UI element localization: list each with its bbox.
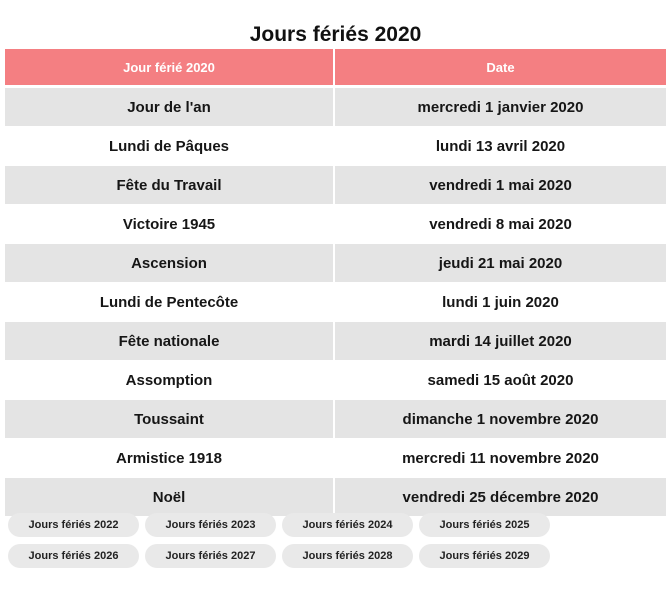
holiday-date-cell: mercredi 1 janvier 2020: [333, 88, 666, 126]
year-link-2023[interactable]: Jours fériés 2023: [145, 513, 276, 537]
holiday-name-cell: Fête du Travail: [116, 176, 222, 194]
year-link-2024[interactable]: Jours fériés 2024: [282, 513, 413, 537]
holiday-name-cell: Toussaint: [134, 410, 204, 428]
holiday-date-cell: dimanche 1 novembre 2020: [333, 400, 666, 438]
holiday-date-cell: mardi 14 juillet 2020: [333, 322, 666, 360]
year-links-row: [8, 513, 568, 537]
year-link-2027[interactable]: Jours fériés 2027: [145, 544, 276, 568]
table-row: [5, 205, 666, 244]
holiday-date-cell: lundi 13 avril 2020: [333, 127, 666, 165]
year-link-2029[interactable]: Jours fériés 2029: [419, 544, 550, 568]
table-row: [5, 439, 666, 478]
table-row: [5, 361, 666, 400]
column-header-holiday: Jour férié 2020: [123, 59, 215, 75]
holiday-name-cell: Lundi de Pâques: [108, 137, 229, 155]
table-row: [5, 322, 666, 361]
holiday-name-cell: Fête nationale: [118, 332, 220, 350]
table-row: [5, 244, 666, 283]
holiday-date-cell: vendredi 8 mai 2020: [333, 205, 666, 243]
holiday-date-cell: mercredi 11 novembre 2020: [333, 439, 666, 477]
holiday-name-cell: Jour de l'an: [127, 98, 211, 116]
table-row: [5, 478, 666, 517]
page-title: Jours fériés 2020: [249, 23, 422, 47]
table-row: [5, 283, 666, 322]
holiday-name-cell: Lundi de Pentecôte: [99, 293, 239, 311]
holiday-date-cell: jeudi 21 mai 2020: [333, 244, 666, 282]
holiday-date-cell: vendredi 25 décembre 2020: [333, 478, 666, 516]
year-link-2025[interactable]: Jours fériés 2025: [419, 513, 550, 537]
year-links-row: [8, 544, 568, 568]
holiday-date-cell: lundi 1 juin 2020: [333, 283, 666, 321]
holiday-name-cell: Noël: [152, 488, 186, 506]
holiday-date-cell: vendredi 1 mai 2020: [333, 166, 666, 204]
holiday-name-cell: Assomption: [125, 371, 213, 389]
table-header-row: [5, 49, 666, 86]
table-row: [5, 127, 666, 166]
holiday-name-cell: Victoire 1945: [122, 215, 216, 233]
table-row: [5, 400, 666, 439]
holidays-table: [5, 49, 666, 517]
column-header-date: Date: [333, 49, 666, 85]
year-links: [8, 513, 568, 575]
table-row: [5, 166, 666, 205]
year-link-2028[interactable]: Jours fériés 2028: [282, 544, 413, 568]
holiday-name-cell: Armistice 1918: [116, 449, 222, 467]
table-row: [5, 88, 666, 127]
holiday-name-cell: Ascension: [131, 254, 207, 272]
year-link-2022[interactable]: Jours fériés 2022: [8, 513, 139, 537]
holiday-date-cell: samedi 15 août 2020: [333, 361, 666, 399]
year-link-2026[interactable]: Jours fériés 2026: [8, 544, 139, 568]
